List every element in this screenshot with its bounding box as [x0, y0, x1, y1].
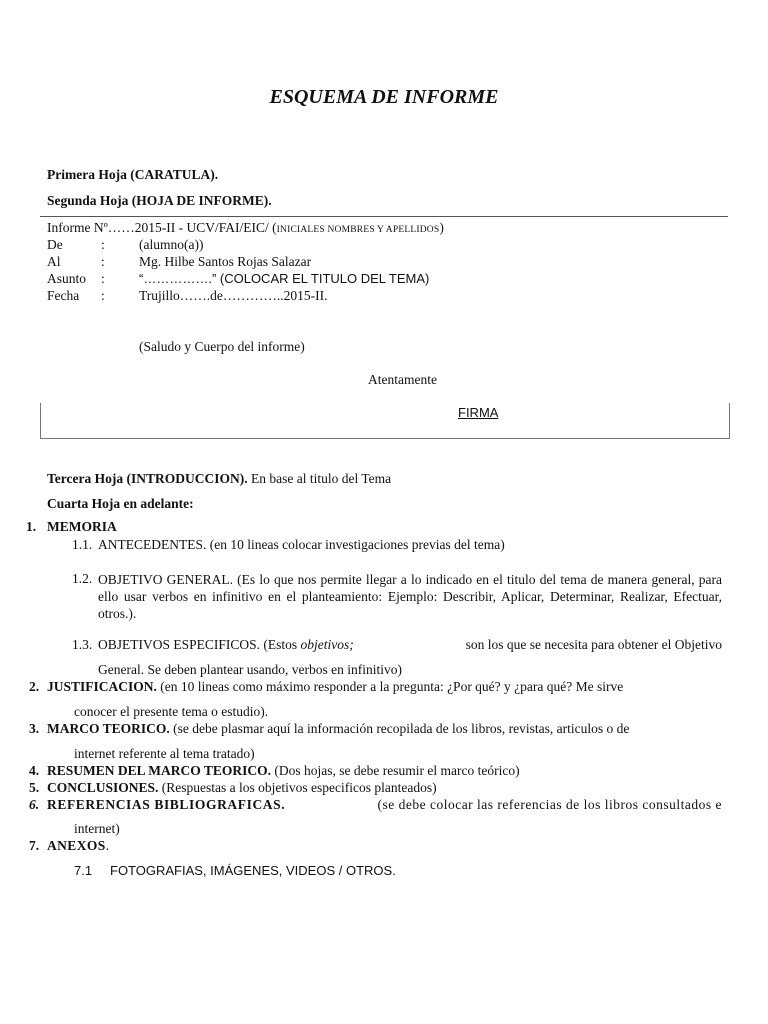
section-1-1-text: ANTECEDENTES. (en 10 lineas colocar investigaciones previas del tema): [98, 537, 505, 552]
section-3-title: MARCO TEORICO.: [47, 721, 170, 736]
section-7-number: 7.: [29, 838, 40, 853]
document-title: ESQUEMA DE INFORME: [269, 86, 499, 108]
informe-initials-note: INICIALES NOMBRES Y APELLIDOS: [276, 225, 440, 235]
atentamente-text: Atentamente: [368, 372, 437, 387]
section-3-line1: [47, 721, 629, 737]
section-1-3-line2: General. Se deben plantear usando, verbos en infinitivo): [98, 662, 403, 677]
row-asunto-label: Asunto: [47, 271, 87, 286]
section-7-title: ANEXOS: [47, 838, 106, 853]
section-7-1-text: FOTOGRAFIAS, IMÁGENES, VIDEOS / OTROS.: [110, 863, 396, 878]
section-7-dot: .: [105, 838, 110, 853]
row-asunto-sep: :: [101, 271, 105, 286]
informe-number-line: [47, 220, 444, 236]
section-5-line: [47, 780, 437, 796]
section-1-3-text-b: son los que se necesita para obtener el Objetivo: [462, 637, 722, 652]
section-3-line2: internet referente al tema tratado): [74, 746, 255, 761]
segunda-hoja-heading: Segunda Hoja (HOJA DE INFORME).: [47, 193, 272, 208]
row-al-value: Mg. Hilbe Santos Rojas Salazar: [139, 254, 312, 269]
tercera-hoja-heading: Tercera Hoja (INTRODUCCION).: [47, 471, 248, 486]
signature-frame: [40, 403, 730, 439]
tercera-hoja-line: [47, 471, 391, 487]
section-1-2-text: OBJETIVO GENERAL. (Es lo que nos permite llegar a lo indicado en el titulo del tema de manera general, para ello usar verbos en infinitivo en el planteamiento: Ejemplo: Describir, Aplicar, Determinar, Realizar, Efectuar, otros.).: [98, 572, 722, 621]
section-1-3-number: 1.3.: [72, 637, 93, 652]
informe-number-prefix: Informe Nº……2015-II - UCV/FAI/EIC/ (: [47, 220, 277, 235]
section-1-3-line1: [98, 637, 722, 653]
section-7-1-number: 7.1: [74, 863, 93, 878]
row-fecha-label: Fecha: [47, 288, 80, 303]
section-1-number: 1.: [26, 519, 37, 534]
section-6-line1: [47, 797, 722, 813]
section-4-number: 4.: [29, 763, 40, 778]
section-6-text: (se debe colocar las referencias de los libros consultados e: [373, 797, 722, 812]
row-fecha-sep: :: [101, 288, 105, 303]
section-2-title: JUSTIFICACION.: [47, 679, 157, 694]
section-1-1-number: 1.1.: [72, 537, 93, 552]
section-4-line: [47, 763, 520, 779]
cuarta-hoja-heading: Cuarta Hoja en adelante:: [47, 496, 194, 511]
section-2-number: 2.: [29, 679, 40, 694]
section-3-number: 3.: [29, 721, 40, 736]
row-fecha-value: Trujillo…….de…………..2015-II.: [139, 288, 328, 303]
row-asunto-value: “…………….” (COLOCAR EL TITULO DEL TEMA): [139, 271, 430, 286]
section-7-line: [47, 838, 109, 854]
firma-label: FIRMA: [458, 405, 499, 420]
section-2-text: (en 10 lineas como máximo responder a la pregunta: ¿Por qué? y ¿para qué? Me sirve: [156, 679, 624, 694]
row-al-label: Al: [47, 254, 61, 269]
section-6-title: REFERENCIAS BIBLIOGRAFICAS.: [47, 797, 286, 812]
section-4-title: RESUMEN DEL MARCO TEORICO.: [47, 763, 272, 778]
section-6-line2: internet): [74, 821, 120, 836]
section-5-number: 5.: [29, 780, 40, 795]
section-3-text: (se debe plasmar aquí la información recopilada de los libros, revistas, articulos o de: [169, 721, 630, 736]
section-5-title: CONCLUSIONES.: [47, 780, 159, 795]
section-1-3-emphasis: objetivos;: [300, 637, 354, 652]
section-1-3-text-a: OBJETIVOS ESPECIFICOS. (Estos: [98, 637, 301, 652]
section-1-title: MEMORIA: [47, 519, 117, 534]
row-de-value: (alumno(a)): [139, 237, 204, 252]
section-1-2-number: 1.2.: [72, 571, 93, 586]
informe-top-rule: [40, 216, 728, 217]
section-4-text: (Dos hojas, se debe resumir el marco teórico): [271, 763, 520, 778]
row-de-label: De: [47, 237, 63, 252]
row-al-sep: :: [101, 254, 105, 269]
row-de-sep: :: [101, 237, 105, 252]
section-5-text: (Respuestas a los objetivos especificos planteados): [158, 780, 437, 795]
tercera-hoja-note: En base al titulo del Tema: [247, 471, 392, 486]
saludo-text: (Saludo y Cuerpo del informe): [139, 339, 305, 354]
section-2-line1: [47, 679, 623, 695]
primera-hoja-heading: Primera Hoja (CARATULA).: [47, 167, 219, 182]
section-2-line2: conocer el presente tema o estudio).: [74, 704, 269, 719]
section-6-number: 6.: [29, 797, 40, 812]
informe-number-suffix: ): [439, 220, 444, 235]
